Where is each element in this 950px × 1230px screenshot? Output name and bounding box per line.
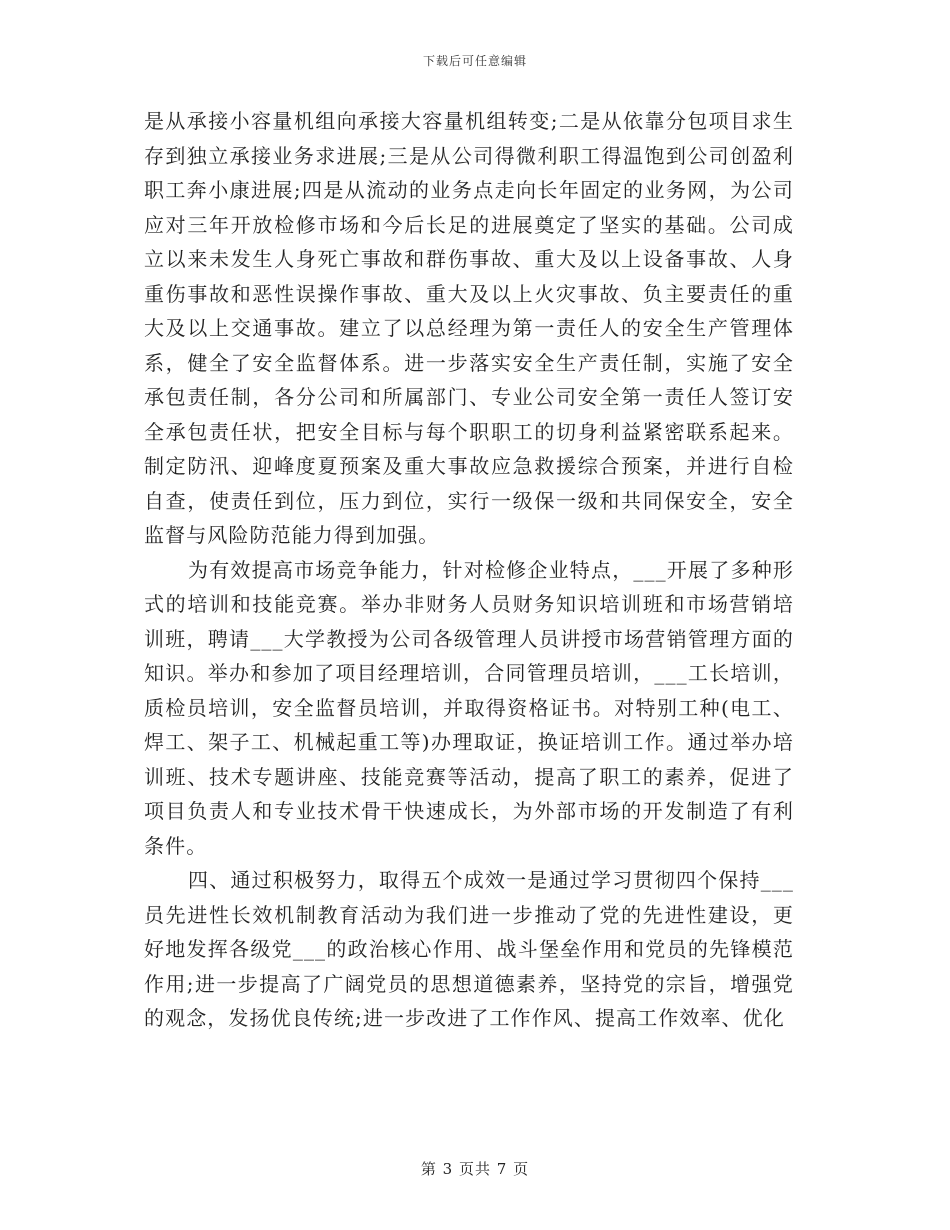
paragraph-1: 是从承接小容量机组向承接大容量机组转变;二是从依靠分包项目求生存到独立承接业务求进展;三是从公司得微利职工得温饱到公司创盈利职工奔小康进展;四是从流动的业务点走向长年固定的业务网，为公司应对三年开放检修市场和今后长足的进展奠定了坚实的基础。公司成立以来未发生人身死亡事故和群伤事故、重大及以上设备事故、人身重伤事故和恶性误操作事故、重大及以上火灾事故、负主要责任的重大及以上交通事故。建立了以总经理为第一责任人的安全生产管理体系，健全了安全监督体系。进一步落实安全生产责任制，实施了安全承包责任制，各分公司和所属部门、专业公司安全第一责任人签订安全承包责任状，把安全目标与每个职职工的切身利益紧密联系起来。制定防汛、迎峰度夏预案及重大事故应急救援综合预案，并进行自检自查，使责任到位，压力到位，实行一级保一级和共同保安全，安全监督与风险防范能力得到加强。 xyxy=(144,109,794,547)
paragraph-3: 四、通过积极努力，取得五个成效一是通过学习贯彻四个保持___员先进性长效机制教育活动为我们进一步推动了党的先进性建设，更好地发挥各级党___的政治核心作用、战斗堡垒作用和党员的先锋模范作用;进一步提高了广阔党员的思想道德素养，坚持党的宗旨，增强党的观念，发扬优良传统;进一步改进了工作作风、提高工作效率、优化 xyxy=(144,868,794,1030)
document-body xyxy=(144,104,794,1036)
paragraph-2: 为有效提高市场竞争能力，针对检修企业特点，___开展了多种形式的培训和技能竞赛。举办非财务人员财务知识培训班和市场营销培训班，聘请___大学教授为公司各级管理人员讲授市场营销管理方面的知识。举办和参加了项目经理培训，合同管理员培训，___工长培训，质检员培训，安全监督员培训，并取得资格证书。对特别工种(电工、焊工、架子工、机械起重工等)办理取证，换证培训工作。通过举办培训班、技术专题讲座、技能竞赛等活动，提高了职工的素养，促进了项目负责人和专业技术骨干快速成长，为外部市场的开发制造了有利条件。 xyxy=(144,557,794,858)
page-number: 第 3 页共 7 页 xyxy=(420,1160,530,1178)
page-header-note: 下载后可任意编辑 xyxy=(422,54,527,68)
